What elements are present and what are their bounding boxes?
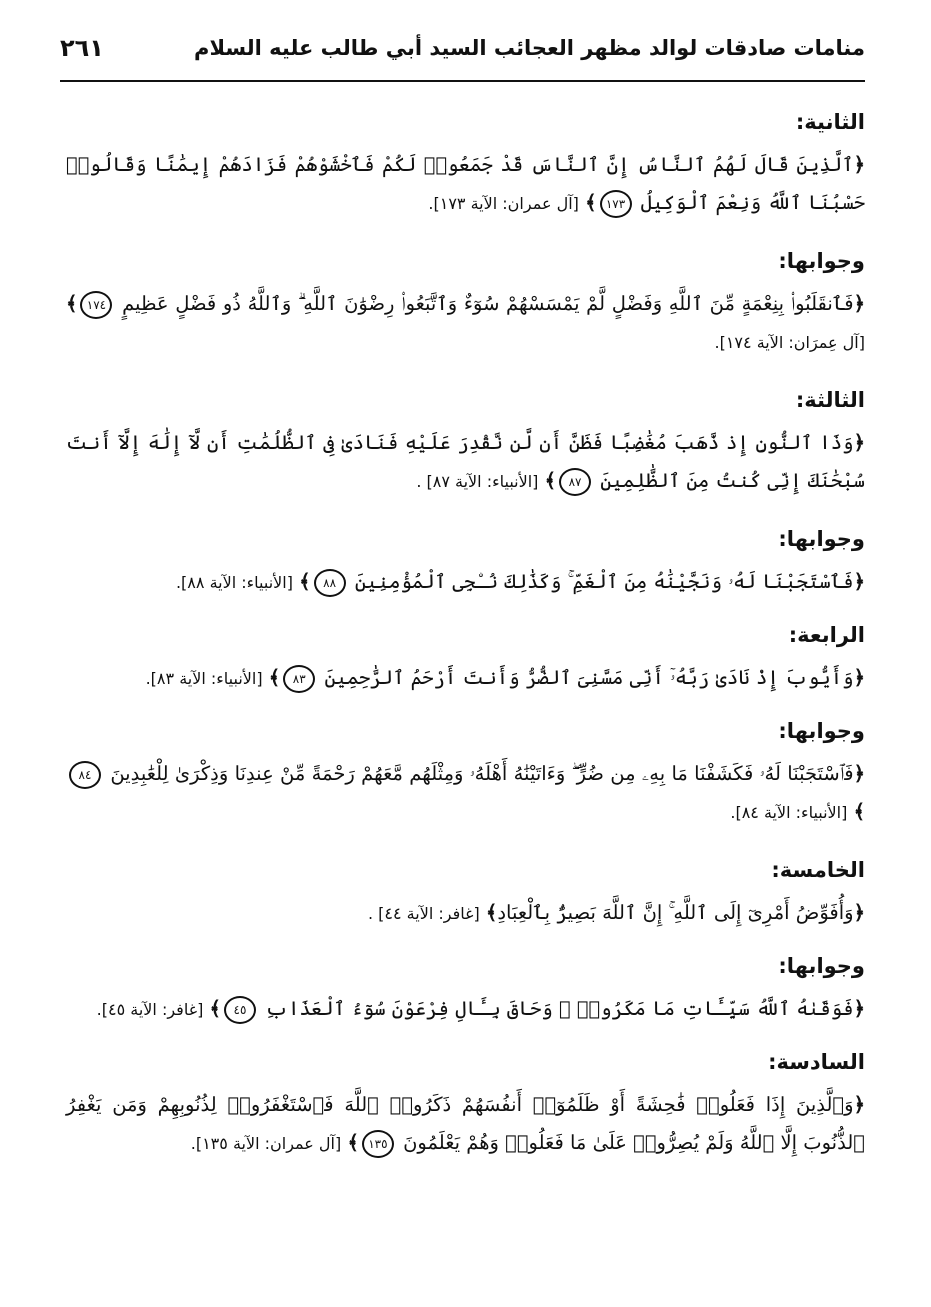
section-heading: السادسة: (768, 1050, 865, 1074)
verse-number-marker: ٨٣ (283, 665, 315, 693)
verse-number-marker: ٨٨ (314, 569, 346, 597)
verse-reference: [غافر: الآية ٤٤] . (367, 904, 480, 923)
section-fifth (66, 856, 865, 933)
page-header (60, 30, 865, 82)
section-sixth (66, 1048, 865, 1163)
verse-paragraph (66, 285, 865, 362)
ornate-bracket-open: ﴿ (853, 762, 865, 785)
verse-paragraph (66, 1086, 865, 1163)
verse-text: وَٱلَّذِينَ إِذَا فَعَلُوا۟ فَٰحِشَةً أَوْ ظَلَمُوٓا۟ أَنفُسَهُمْ ذَكَرُوا۟ ٱللَّهَ فَٱسْتَغْفَرُوا۟ لِذُنُوبِهِمْ وَمَن يَغْفِرُ ٱلذُّنُوبَ إِلَّا ٱللَّهُ وَلَمْ يُصِرُّوا۟ عَلَىٰ مَا فَعَلُوا۟ وَهُمْ يَعْلَمُونَ (66, 1093, 865, 1154)
section-heading: وجوابها: (778, 527, 865, 551)
section-answer (66, 952, 865, 1029)
verse-reference: [الأنبياء: الآية ٨٣]. (145, 669, 263, 688)
verse-paragraph (66, 755, 865, 832)
verse-number-marker: ٤٥ (224, 996, 256, 1024)
ornate-bracket-open: ﴿ (853, 431, 865, 454)
verse-text: ٱلَّذِينَ قَالَ لَهُمُ ٱلنَّاسُ إِنَّ ٱلنَّاسَ قَدْ جَمَعُوا۟ لَكُمْ فَٱخْشَوْهُمْ فَزَادَهُمْ إِيمَٰنًا وَقَالُوا۟ حَسْبُنَا ٱللَّهُ وَنِعْمَ ٱلْوَكِيلُ (66, 153, 865, 214)
ornate-bracket-open: ﴿ (853, 153, 865, 176)
ornate-bracket-open: ﴿ (853, 1093, 865, 1116)
ornate-bracket-open: ﴿ (853, 666, 865, 689)
verse-paragraph (66, 424, 865, 501)
section-heading: وجوابها: (778, 249, 865, 273)
section-heading: الرابعة: (788, 623, 865, 647)
verse-text: فَٱنقَلَبُوا۟ بِنِعْمَةٍ مِّنَ ٱللَّهِ وَفَضْلٍ لَّمْ يَمْسَسْهُمْ سُوٓءٌ وَٱتَّبَعُوا۟ رِضْوَٰنَ ٱللَّهِ ۗ وَٱللَّهُ ذُو فَضْلٍ عَظِيمٍ (122, 292, 854, 315)
verse-reference: [الأنبياء: الآية ٨٤]. (730, 803, 848, 822)
verse-reference: [غافر: الآية ٤٥]. (96, 1000, 204, 1019)
verse-reference: [آل عمران: الآية ١٧٣]. (428, 194, 579, 213)
verse-paragraph (66, 659, 865, 698)
ornate-bracket-close: ﴾ (585, 191, 597, 214)
verse-number-marker: ٨٤ (69, 761, 101, 789)
verse-number-marker: ١٧٣ (600, 190, 632, 218)
verse-text: وَأَيُّوبَ إِذْ نَادَىٰ رَبَّهُۥٓ أَنِّى مَسَّنِىَ ٱلضُّرُّ وَأَنتَ أَرْحَمُ ٱلرَّٰحِمِينَ (324, 666, 854, 689)
verse-text: فَٱسْتَجَبْنَا لَهُۥ وَنَجَّيْنَٰهُ مِنَ ٱلْغَمِّ ۚ وَكَذَٰلِكَ نُـۨجِى ٱلْمُؤْمِنِينَ (354, 570, 854, 593)
ornate-bracket-close: ﴾ (485, 901, 498, 924)
section-third (66, 386, 865, 501)
verse-reference: [الأنبياء: الآية ٨٧] . (416, 472, 539, 491)
ornate-bracket-close: ﴾ (268, 666, 281, 689)
page-body (66, 108, 865, 1182)
ornate-bracket-open: ﴿ (853, 901, 865, 924)
section-answer (66, 525, 865, 602)
section-heading: الثانية: (795, 110, 865, 134)
ornate-bracket-close: ﴾ (209, 997, 221, 1020)
section-heading: وجوابها: (778, 719, 865, 743)
section-heading: الخامسة: (771, 858, 865, 882)
section-heading: الثالثة: (795, 388, 865, 412)
ornate-bracket-open: ﴿ (853, 292, 865, 315)
section-second (66, 108, 865, 223)
verse-reference: [آل عمران: الآية ١٣٥]. (190, 1134, 342, 1153)
running-title: منامات صادقات لوالد مظهر العجائب السيد أبي طالب عليه السلام (194, 36, 865, 60)
verse-text: وَأُفَوِّضُ أَمْرِىٓ إِلَى ٱللَّهِ ۚ إِنَّ ٱللَّهَ بَصِيرٌۢ بِٱلْعِبَادِ (497, 901, 854, 924)
section-answer (66, 247, 865, 362)
ornate-bracket-close: ﴾ (66, 292, 78, 315)
ornate-bracket-close: ﴾ (853, 800, 865, 823)
verse-number-marker: ١٣٥ (362, 1130, 394, 1158)
verse-text: فَٱسْتَجَبْنَا لَهُۥ فَكَشَفْنَا مَا بِهِۦ مِن ضُرٍّ ۖ وَءَاتَيْنَٰهُ أَهْلَهُۥ وَمِثْلَهُم مَّعَهُمْ رَحْمَةً مِّنْ عِندِنَا وَذِكْرَىٰ لِلْعَٰبِدِينَ (110, 762, 854, 785)
ornate-bracket-open: ﴿ (853, 997, 865, 1020)
verse-text: وَذَا ٱلنُّونِ إِذ ذَّهَبَ مُغَٰضِبًا فَظَنَّ أَن لَّن نَّقْدِرَ عَلَيْهِ فَنَادَىٰ فِى ٱلظُّلُمَٰتِ أَن لَّآ إِلَٰهَ إِلَّآ أَنتَ سُبْحَٰنَكَ إِنِّى كُنتُ مِنَ ٱلظَّٰلِمِينَ (66, 431, 865, 492)
verse-paragraph (66, 894, 865, 933)
verse-reference: [آل عِمرَان: الآية ١٧٤]. (714, 333, 865, 352)
verse-text: فَوَقَىٰهُ ٱللَّهُ سَيِّـَٔاتِ مَا مَكَرُوا۟ ۖ وَحَاقَ بِـَٔالِ فِرْعَوْنَ سُوٓءُ ٱلْعَذَابِ (265, 997, 854, 1020)
verse-reference: [الأنبياء: الآية ٨٨]. (175, 573, 293, 592)
section-heading: وجوابها: (778, 954, 865, 978)
section-fourth (66, 621, 865, 698)
ornate-bracket-close: ﴾ (299, 570, 311, 593)
ornate-bracket-close: ﴾ (544, 469, 557, 492)
verse-number-marker: ١٧٤ (80, 291, 112, 319)
ornate-bracket-close: ﴾ (347, 1131, 359, 1154)
verse-paragraph (66, 990, 865, 1029)
verse-number-marker: ٨٧ (559, 468, 591, 496)
verse-paragraph (66, 563, 865, 602)
ornate-bracket-open: ﴿ (853, 570, 865, 593)
verse-paragraph (66, 146, 865, 223)
section-answer (66, 717, 865, 832)
page-number: ٢٦١ (60, 34, 104, 62)
